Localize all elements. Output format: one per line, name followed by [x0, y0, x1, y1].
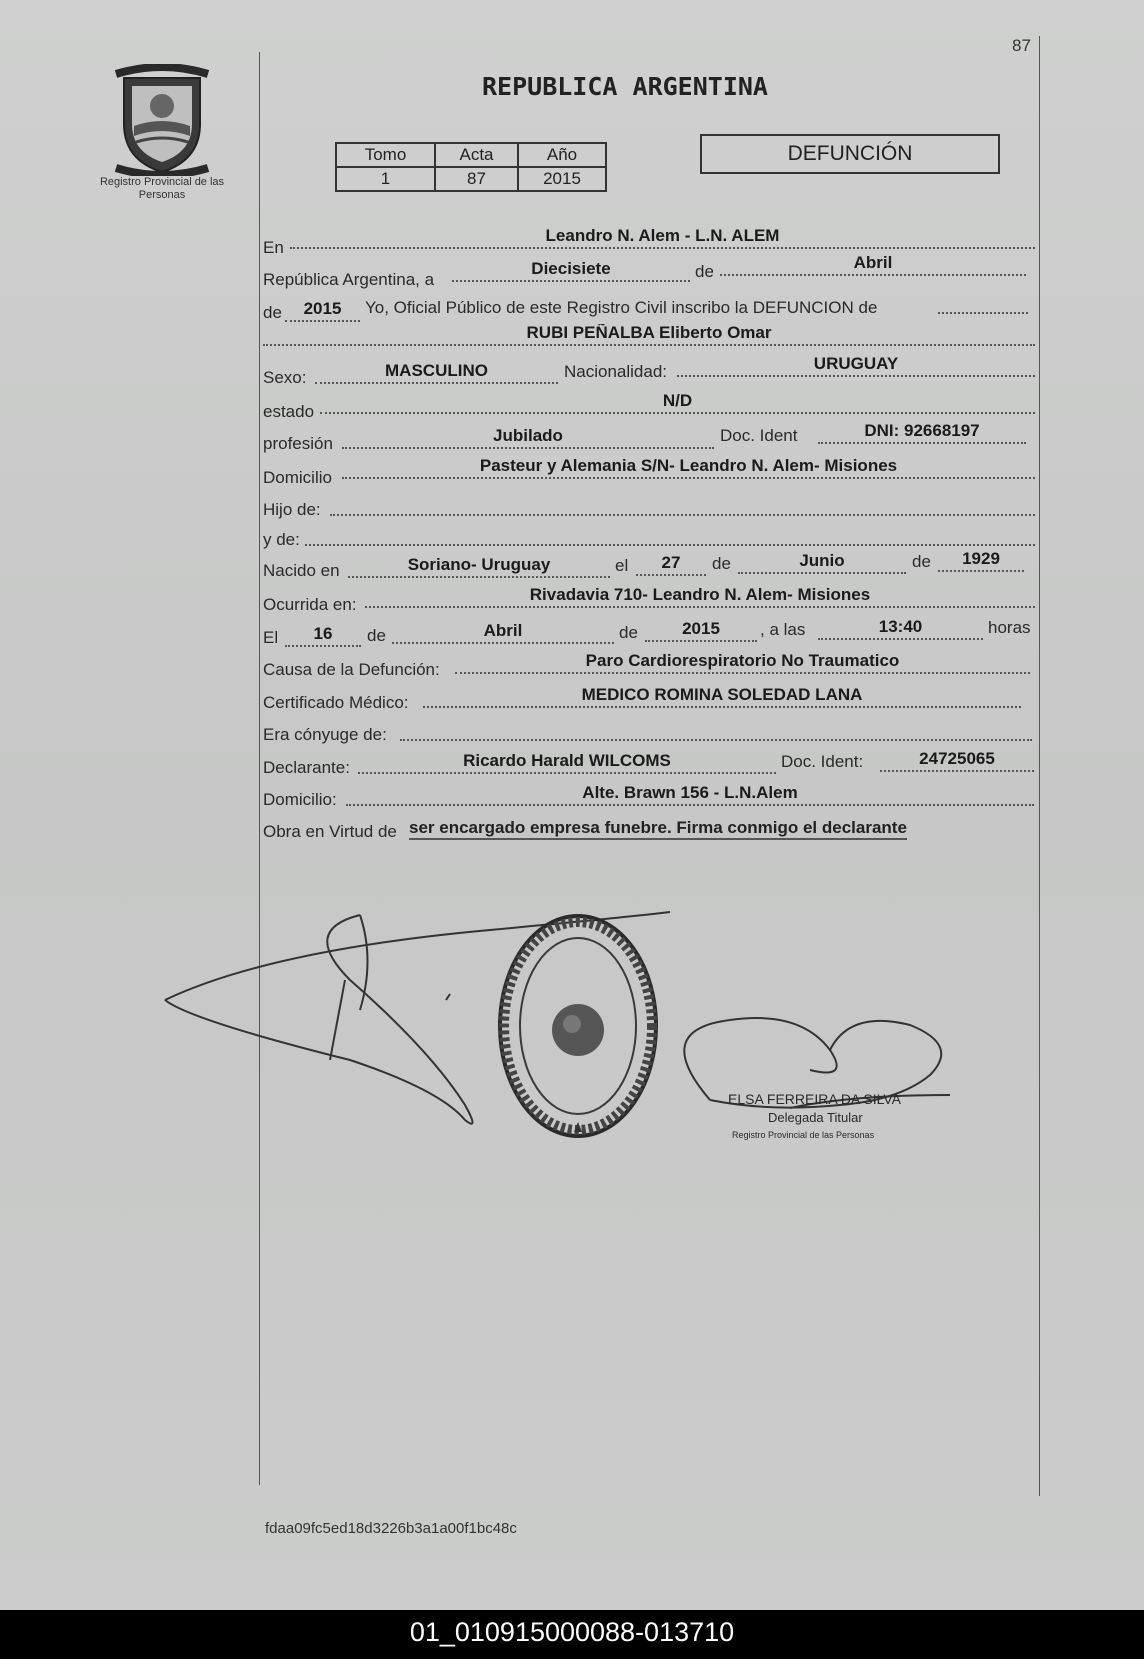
label-sexo: Sexo:: [263, 368, 307, 387]
label-y-de: y de:: [263, 530, 300, 549]
label-de: de: [695, 262, 714, 281]
label-causa: Causa de la Defunción:: [263, 660, 440, 679]
label-doc-ident: Doc. Ident: [720, 426, 798, 445]
cause-field: Paro Cardiorespiratorio No Traumatico: [455, 652, 1030, 674]
death-day-field: 16: [285, 625, 361, 647]
misiones-seal-logo: [112, 64, 212, 176]
label-nacido: Nacido en: [263, 561, 340, 580]
label-de-birth-month: de: [712, 554, 731, 573]
label-estado: estado: [263, 402, 315, 421]
label-declarante: Declarante:: [263, 758, 350, 777]
label-de-birth-year: de: [912, 552, 931, 571]
declarant-doc-field: 24725065: [880, 750, 1034, 772]
label-profesion: profesión: [263, 434, 333, 453]
signatures-area: [150, 900, 1000, 1160]
nationality-field: URUGUAY: [677, 355, 1035, 377]
official-name: ELSA FERREIRA DA SILVA: [728, 1091, 901, 1107]
label-obra: Obra en Virtud de: [263, 822, 397, 841]
acta-header: Acta: [435, 143, 518, 167]
place-field: Leandro N. Alem - L.N. ALEM: [290, 227, 1035, 249]
death-time-field: 13:40: [818, 618, 983, 640]
ano-value: 2015: [518, 167, 606, 191]
label-domicilio-declarant: Domicilio:: [263, 790, 337, 809]
birth-year-field: 1929: [938, 550, 1024, 572]
doc-ident-field: DNI: 92668197: [818, 422, 1026, 444]
label-domicilio: Domicilio: [263, 468, 332, 487]
label-nacionalidad: Nacionalidad:: [564, 362, 668, 381]
tomo-header: Tomo: [336, 143, 435, 167]
sex-field: MASCULINO: [315, 362, 558, 384]
mother-field: [305, 524, 1035, 546]
acta-value: 87: [435, 167, 518, 191]
footer-id-bar: 01_010915000088-013710: [0, 1610, 1144, 1659]
official-role: Delegada Titular: [768, 1110, 863, 1125]
label-hijo: Hijo de:: [263, 500, 321, 519]
death-month-field: Abril: [392, 622, 614, 644]
birth-day-field: 27: [636, 554, 706, 576]
official-office: Registro Provincial de las Personas: [732, 1130, 875, 1140]
tomo-value: 1: [336, 167, 435, 191]
label-de-year: de: [263, 303, 282, 322]
declarant-field: Ricardo Harald WILCOMS: [358, 752, 776, 774]
left-margin-line: [259, 52, 260, 1485]
label-horas: horas: [988, 618, 1031, 637]
document-title: REPUBLICA ARGENTINA: [482, 72, 768, 101]
death-place-field: Rivadavia 710- Leandro N. Alem- Misiones: [365, 586, 1035, 608]
ano-header: Año: [518, 143, 606, 167]
physician-field: MEDICO ROMINA SOLEDAD LANA: [423, 686, 1021, 708]
declarant-address-field: Alte. Brawn 156 - L.N.Alem: [346, 784, 1034, 806]
label-oficial: Yo, Oficial Público de este Registro Civil inscribo la DEFUNCION de: [365, 298, 878, 317]
label-en: En: [263, 238, 284, 257]
obra-text: ser encargado empresa funebre. Firma conmigo el declarante: [409, 818, 907, 840]
page-number: 87: [1012, 36, 1031, 55]
label-republica: República Argentina, a: [263, 270, 435, 289]
marital-status-field: N/D: [320, 392, 1035, 414]
father-field: [330, 494, 1035, 516]
label-certificado: Certificado Médico:: [263, 693, 409, 712]
month-written-field: Abril: [720, 254, 1026, 276]
label-El: El: [263, 628, 279, 647]
label-doc-ident-declarant: Doc. Ident:: [781, 752, 864, 771]
day-written-field: Diecisiete: [452, 260, 690, 282]
label-de-death-month: de: [367, 626, 386, 645]
birthplace-field: Soriano- Uruguay: [348, 556, 610, 578]
reference-table: [335, 142, 607, 192]
year-field: 2015: [285, 300, 360, 322]
reference-value-row: [336, 167, 606, 191]
address-field: Pasteur y Alemania S/N- Leandro N. Alem- Misiones: [342, 457, 1035, 479]
oficial-continuation-field: [938, 292, 1028, 314]
profession-field: Jubilado: [342, 427, 714, 449]
death-year-field: 2015: [645, 620, 757, 642]
birth-month-field: Junio: [738, 552, 906, 574]
label-el: el: [615, 556, 629, 575]
right-margin-line: [1039, 36, 1040, 1496]
document-hash: fdaa09fc5ed18d3226b3a1a00f1bc48c: [265, 1520, 517, 1537]
deceased-name-field: RUBI PEÑALBA Eliberto Omar: [263, 324, 1035, 346]
registry-round-stamp: [500, 916, 656, 1136]
label-de-death-year: de: [619, 623, 638, 642]
label-ocurrida: Ocurrida en:: [263, 595, 357, 614]
label-a-las: , a las: [760, 620, 806, 639]
reference-header-row: [336, 143, 606, 167]
document-type-box: DEFUNCIÓN: [700, 134, 1000, 174]
label-conyuge: Era cónyuge de:: [263, 725, 387, 744]
spouse-field: [400, 719, 1032, 741]
registry-name: Registro Provincial de las Personas: [99, 176, 225, 201]
